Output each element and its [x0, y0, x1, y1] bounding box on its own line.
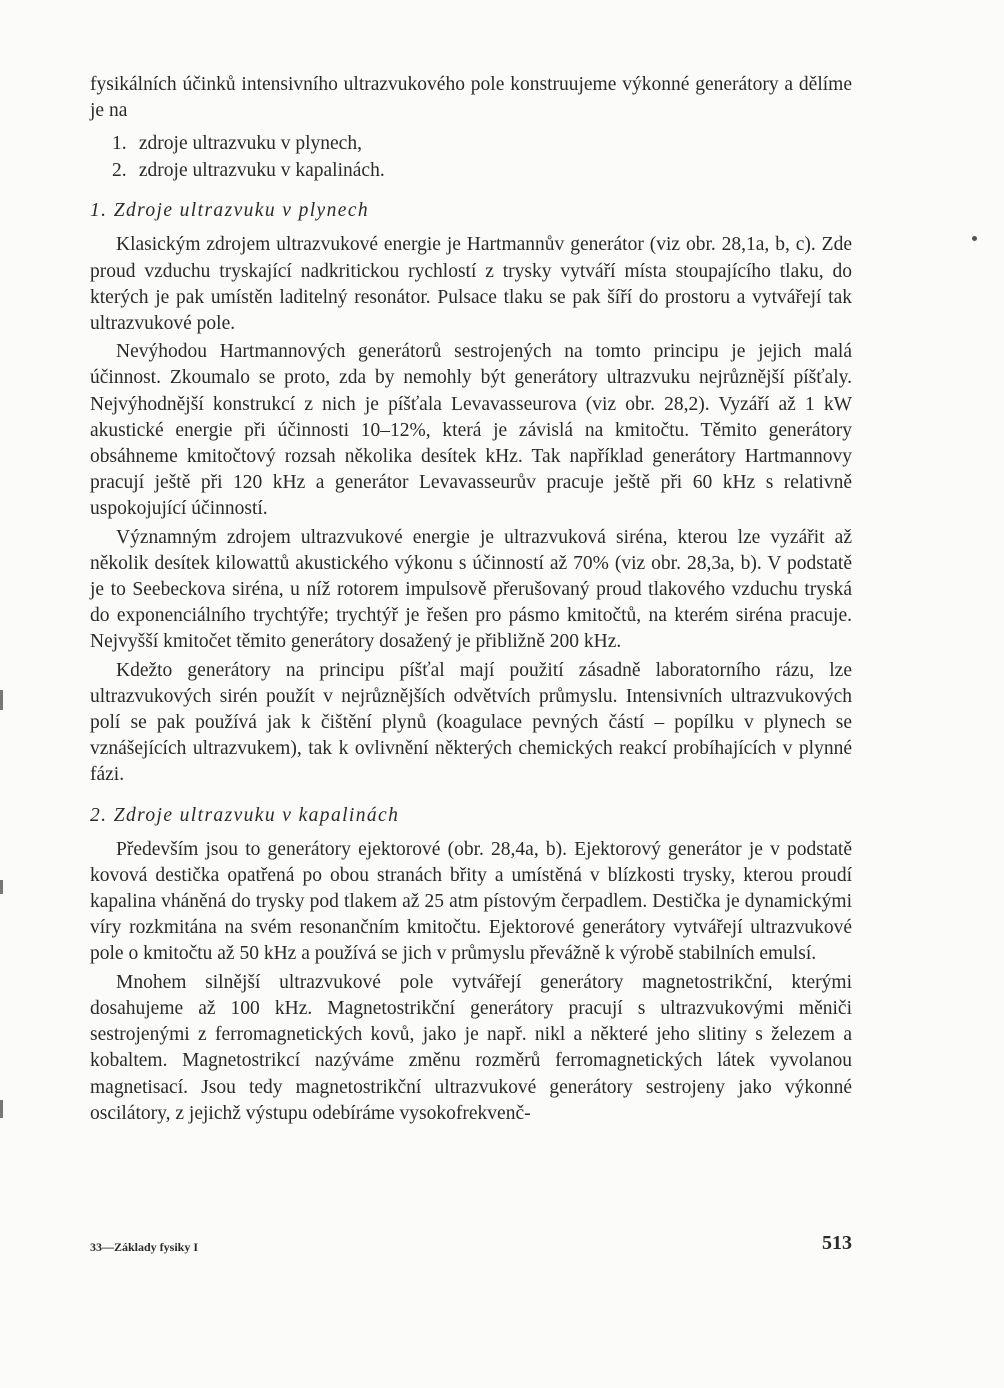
list-item	[112, 157, 852, 184]
printer-signature: 33—Základy fysiky I	[90, 1240, 199, 1254]
intro-paragraph: fysikálních účinků intensivního ultrazvukového pole konstruujeme výkonné generátory a dělíme je na	[90, 74, 852, 122]
scan-edge-mark	[0, 1100, 3, 1118]
paragraph: Nevýhodou Hartmannových generátorů sestrojených na tomto principu je jejich malá účinnost. Zkoumalo se proto, zda by nemohly být generátory ultrazvuku nejrůznější píšťaly. Nejvýhodnější konstrukcí z nich je píšťala Levavasseurova (viz obr. 28,2). Vyzáří až 1 kW akustické energie při účinnosti 10–12%, která je závislá na kmitočtu. Těmito generátory obsáhneme kmitočtový rozsah několika desítek kHz. Tak například generátory Hartmannovy pracují ještě při 120 kHz a generátor Levavasseurův pracuje ještě při 60 kHz s relativně uspokojující účinností.	[90, 341, 852, 520]
paragraph: Mnohem silnější ultrazvukové pole vytvářejí generátory magnetostrikční, kterými dosahujeme až 100 kHz. Magnetostrikční generátory pracují s ultrazvukovými měniči sestrojenými z ferromagnetických kovů, jako je např. nikl a některé jeho slitiny s železem a kobaltem. Magnetostrikcí nazýváme změnu rozměrů ferromagnetických látek vyvolanou magnetisací. Jsou tedy magnetostrikční ultrazvukové generátory sestrojeny jako výkonné oscilátory, z jejichž výstupu odebíráme vysokofrekvenč-	[90, 971, 852, 1124]
paragraph: Kdežto generátory na principu píšťal mají použití zásadně laboratorního rázu, lze ultrazvukových sirén použít v nejrůznějších odvětvích průmyslu. Intensivních ultrazvukových polí se pak používá jak k čištění plynů (koagulace pevných částí – popílku v plynech se vznášejících ultrazvukem), tak k ovlivnění některých chemických reakcí probíhajících v plynné fázi.	[90, 659, 852, 786]
page-footer	[90, 1232, 852, 1264]
paragraph: Především jsou to generátory ejektorové (obr. 28,4a, b). Ejektorový generátor je v podstatě kovová destička opatřená po obou stranách břity a umístěná v blízkosti trysky, kterou proudí kapalina vháněná do trysky pod tlakem až 25 atm pístovým čerpadlem. Destička je dynamickými víry rozkmitána na svém resonančním kmitočtu. Ejektorové generátory vytvářejí ultrazvukové pole o kmitočtu až 50 kHz a používá se jich v průmyslu převážně k výrobě stabilních emulsí.	[90, 838, 852, 965]
page-number: 513	[822, 1232, 852, 1254]
list-item-number: 1.	[112, 133, 127, 155]
scan-edge-mark	[0, 880, 3, 894]
paragraph: Klasickým zdrojem ultrazvukové energie je Hartmannův generátor (viz obr. 28,1a, b, c). Zde proud vzduchu tryskající nadkritickou rychlostí z trysky vytváří místa stoupajícího tlaku, do kterých je pak umístěn laditelný resonátor. Pulsace tlaku se pak šíří do prostoru a vytvářejí tak ultrazvukové pole.	[90, 234, 852, 335]
section-heading-gases: 1. Zdroje ultrazvuku v plynech	[90, 200, 370, 222]
list-item-number: 2.	[112, 160, 127, 182]
list-item	[112, 130, 852, 157]
scan-edge-mark	[0, 690, 3, 710]
page-body	[90, 72, 852, 1127]
paragraph: Významným zdrojem ultrazvukové energie je ultrazvuková siréna, kterou lze vyzářit až několik desítek kilowattů akustického výkonu s účinností až 70% (viz obr. 28,3a, b). V podstatě je to Seebeckova siréna, u níž rotorem impulsově přerušovaný proud tlakového vzduchu tryská do exponenciálního trychtýře; trychtýř je řešen pro pásmo kmitočtů, na kterém siréna pracuje. Nejvyšší kmitočet těmito generátory dosažený je přibližně 200 kHz.	[90, 526, 852, 653]
list-item-text: zdroje ultrazvuku v kapalinách.	[138, 160, 385, 182]
section-heading-liquids: 2. Zdroje ultrazvuku v kapalinách	[90, 804, 400, 826]
list-item-text: zdroje ultrazvuku v plynech,	[138, 133, 362, 155]
source-list	[90, 130, 852, 184]
dust-speck	[972, 236, 977, 241]
